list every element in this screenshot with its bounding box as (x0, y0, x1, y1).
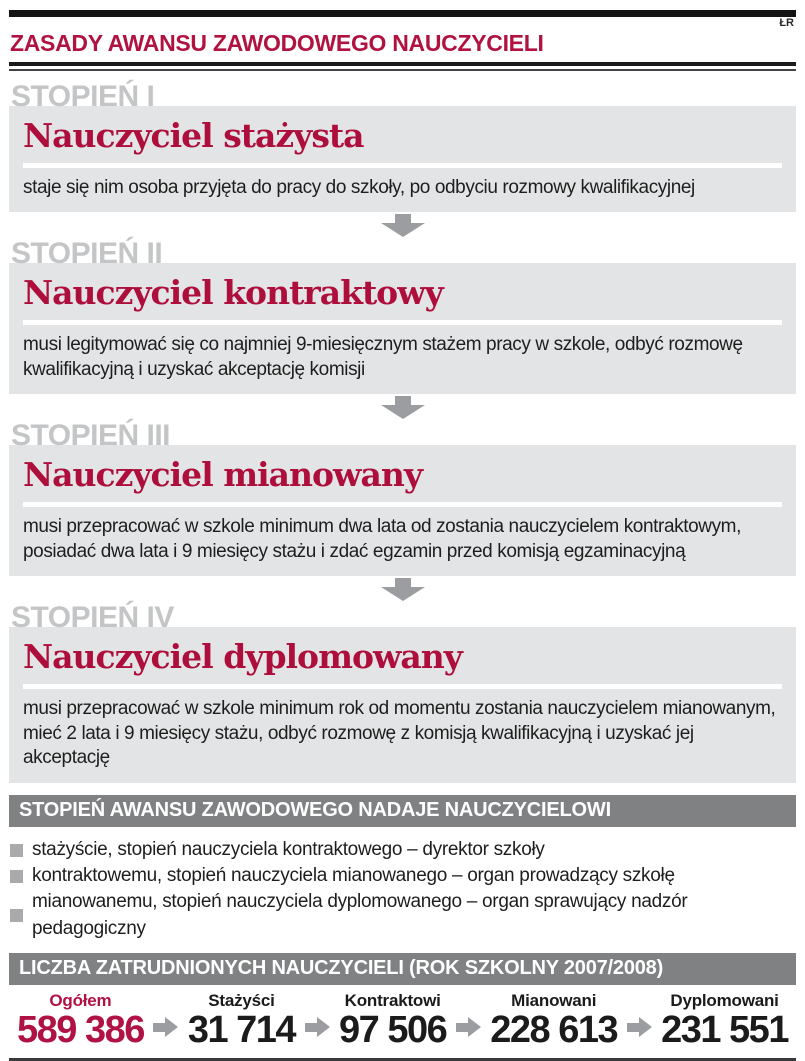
arrow-right-icon (456, 1017, 481, 1037)
stat-label: Dyplomowani (670, 990, 779, 1010)
stat-label: Ogółem (49, 990, 112, 1010)
arrow-down-icon (381, 396, 425, 419)
arrow-right-icon (153, 1017, 178, 1037)
author-credit: ŁR (779, 17, 794, 29)
step-level-label: STOPIEŃ IV (11, 601, 174, 635)
step-description: musi przepracować w szkole minimum dwa lata od zostania nauczycielem kontraktowym, posiadać dwa lata i 9 miesięcy stażu i zdać egzamin przed komisją egzaminacyjną (23, 515, 741, 562)
list-item-text: kontraktowemu, stopień nauczyciela mianowanego – organ prowadzący szkołę (32, 865, 675, 887)
step-box (9, 106, 796, 212)
arrow-right-icon (305, 1017, 330, 1037)
stat-label: Kontraktowi (344, 990, 441, 1010)
stat-value: 231 551 (661, 1009, 788, 1052)
step-level-label: STOPIEŃ I (11, 79, 155, 113)
step-name: Nauczyciel mianowany (23, 455, 422, 495)
stat-certified (661, 991, 788, 1050)
bullet-square-icon (10, 844, 23, 857)
top-rule (9, 10, 796, 17)
step-level-label: STOPIEŃ III (11, 419, 170, 453)
step-separator (23, 684, 782, 689)
step-description: musi przepracować w szkole minimum rok od momentu zostania nauczycielem mianowanym, mieć 2 lata i 9 miesięcy stażu, odbyć rozmowę z komisją kwalifikacyjną i uzyskać jej akceptację (23, 697, 776, 769)
stat-appointed (490, 991, 617, 1050)
page-title: ZASADY AWANSU ZAWODOWEGO NAUCZYCIELI (10, 30, 544, 57)
stat-trainee (188, 991, 295, 1050)
arrow-right-icon (627, 1017, 652, 1037)
list-item-text: mianowanemu, stopień nauczyciela dyplomowanego – organ sprawujący nadzór pedagogiczny (32, 891, 688, 939)
stat-label: Stażyści (208, 990, 275, 1010)
stat-value: 97 506 (339, 1009, 447, 1052)
stat-label: Mianowani (511, 990, 597, 1010)
step-description: musi legitymować się co najmniej 9-miesięcznym stażem pracy w szkole, odbyć rozmowę kwalifikacyjną i uzyskać akceptację komisji (23, 333, 743, 380)
stats-header-bar: LICZBA ZATRUDNIONYCH NAUCZYCIELI (ROK SZKOLNY 2007/2008) (9, 953, 796, 985)
stat-value: 589 386 (17, 1009, 144, 1052)
step-box (9, 445, 796, 576)
step-separator (23, 502, 782, 507)
step-name: Nauczyciel dyplomowany (23, 637, 462, 677)
bullet-square-icon (10, 909, 23, 922)
step-separator (23, 320, 782, 325)
list-item-text: stażyście, stopień nauczyciela kontraktowego – dyrektor szkoły (32, 838, 545, 860)
list-item (10, 863, 795, 889)
stat-value: 228 613 (490, 1009, 618, 1052)
stat-contract (339, 991, 446, 1050)
step-name: Nauczyciel kontraktowy (23, 273, 443, 313)
step-box (9, 263, 796, 394)
arrow-down-icon (381, 578, 425, 601)
step-box (9, 627, 796, 783)
step-separator (23, 163, 782, 168)
grant-header-bar: STOPIEŃ AWANSU ZAWODOWEGO NADAJE NAUCZYCIELOWI (9, 795, 796, 827)
stat-total (17, 991, 144, 1050)
list-item (10, 889, 795, 941)
title-divider (9, 62, 796, 71)
step-level-label: STOPIEŃ II (11, 237, 163, 271)
step-section-1 (9, 79, 796, 212)
grant-list (10, 837, 795, 942)
stat-value: 31 714 (187, 1009, 296, 1052)
step-description: staje się nim osoba przyjęta do pracy do szkoły, po odbyciu rozmowy kwalifikacyjnej (23, 176, 695, 198)
step-section-2 (9, 239, 796, 394)
step-section-3 (9, 421, 796, 576)
bullet-square-icon (10, 870, 23, 883)
step-name: Nauczyciel stażysta (23, 115, 364, 155)
arrow-down-icon (381, 214, 425, 237)
stats-row (9, 985, 796, 1055)
list-item (10, 837, 795, 863)
step-section-4 (9, 603, 796, 783)
